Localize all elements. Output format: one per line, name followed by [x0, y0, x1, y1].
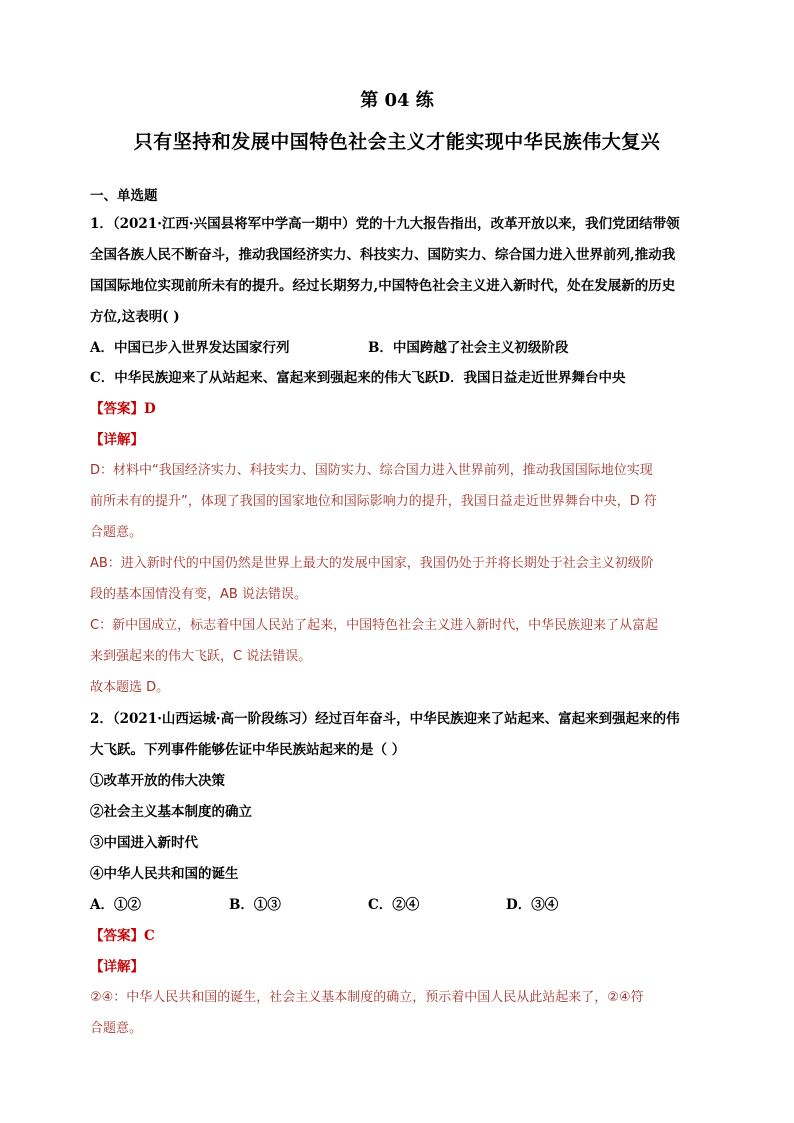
- q1-detail-label: 【详解】: [90, 432, 144, 448]
- q2-option-a: A．①②: [90, 897, 141, 913]
- q2-stem-line-2: 大飞跃。下列事件能够佐证中华民族站起来的是（ ）: [90, 742, 406, 758]
- q2-detail-label: 【详解】: [90, 959, 144, 975]
- q2-stem-line-1: 2．（2021·山西运城·高一阶段练习）经过百年奋斗，中华民族迎来了站起来、富起来到强起来的伟: [90, 711, 680, 727]
- q2-option-b: B．①③: [229, 897, 281, 913]
- q1-answer: [90, 397, 710, 417]
- q1-options-row-1: [90, 336, 710, 356]
- q1-explanation-line-1: D：材料中“我国经济实力、科技实力、国防实力、综合国力进入世界前列，推动我国国际地位实现: [90, 463, 653, 478]
- q2-option-c: C．②④: [368, 897, 420, 913]
- q2-option-d: D．③④: [506, 897, 559, 913]
- q1-explanation-line-2: 前所未有的提升”，体现了我国的国家地位和国际影响力的提升，我国日益走近世界舞台中央，D 符: [90, 494, 657, 509]
- q1-stem-line-1: 1．（2021·江西·兴国县将军中学高一期中）党的十九大报告指出，改革开放以来，我们党团结带领: [90, 216, 680, 232]
- q2-item-4: ④中华人民共和国的诞生: [90, 866, 239, 882]
- q1-options-row-2: C．中华民族迎来了从站起来、富起来到强起来的伟大飞跃D．我国日益走近世界舞台中央: [90, 370, 626, 386]
- q1-explanation-line-5: 段的基本国情没有变，AB 说法错误。: [90, 587, 307, 602]
- answer-label: 【答案】: [90, 928, 144, 944]
- section-heading: 一、单选题: [90, 188, 158, 204]
- q2-explanation-line-2: 合题意。: [90, 1021, 143, 1036]
- q1-option-b: B．中国跨越了社会主义初级阶段: [368, 340, 569, 356]
- q2-item-3: ③中国进入新时代: [90, 835, 198, 851]
- q1-explanation-line-6: C：新中国成立，标志着中国人民站了起来，中国特色社会主义进入新时代，中华民族迎来了从富起: [90, 618, 659, 633]
- q1-explanation-line-8: 故本题选 D。: [90, 680, 170, 695]
- q1-option-a: A．中国已步入世界发达国家行列: [90, 340, 290, 356]
- q1-explanation-line-7: 来到强起来的伟大飞跃，C 说法错误。: [90, 649, 312, 664]
- q2-item-2: ②社会主义基本制度的确立: [90, 804, 252, 820]
- page-title: 只有坚持和发展中国特色社会主义才能实现中华民族伟大复兴: [133, 131, 661, 153]
- q1-stem-line-3: 国国际地位实现前所未有的提升。经过长期努力,中国特色社会主义进入新时代，处在发展新的历史: [90, 278, 676, 294]
- q1-explanation-line-4: AB：进入新时代的中国仍然是世界上最大的发展中国家，我国仍处于并将长期处于社会主义初级阶: [90, 556, 654, 571]
- q2-explanation-line-1: ②④：中华人民共和国的诞生，社会主义基本制度的确立，预示着中国人民从此站起来了，②④符: [90, 990, 644, 1005]
- answer-label: 【答案】: [90, 401, 144, 417]
- answer-value: D: [144, 401, 156, 417]
- lesson-number: 第 04 练: [360, 90, 434, 111]
- q1-stem-line-4: 方位,这表明( ): [90, 309, 180, 325]
- q2-item-1: ①改革开放的伟大决策: [90, 773, 225, 789]
- q1-explanation-line-3: 合题意。: [90, 525, 143, 540]
- q1-stem-line-2: 全国各族人民不断奋斗，推动我国经济实力、科技实力、国防实力、综合国力进入世界前列,推动我: [90, 247, 676, 263]
- answer-value: C: [144, 928, 155, 944]
- q2-answer: [90, 924, 710, 944]
- q2-options-row: [90, 893, 710, 913]
